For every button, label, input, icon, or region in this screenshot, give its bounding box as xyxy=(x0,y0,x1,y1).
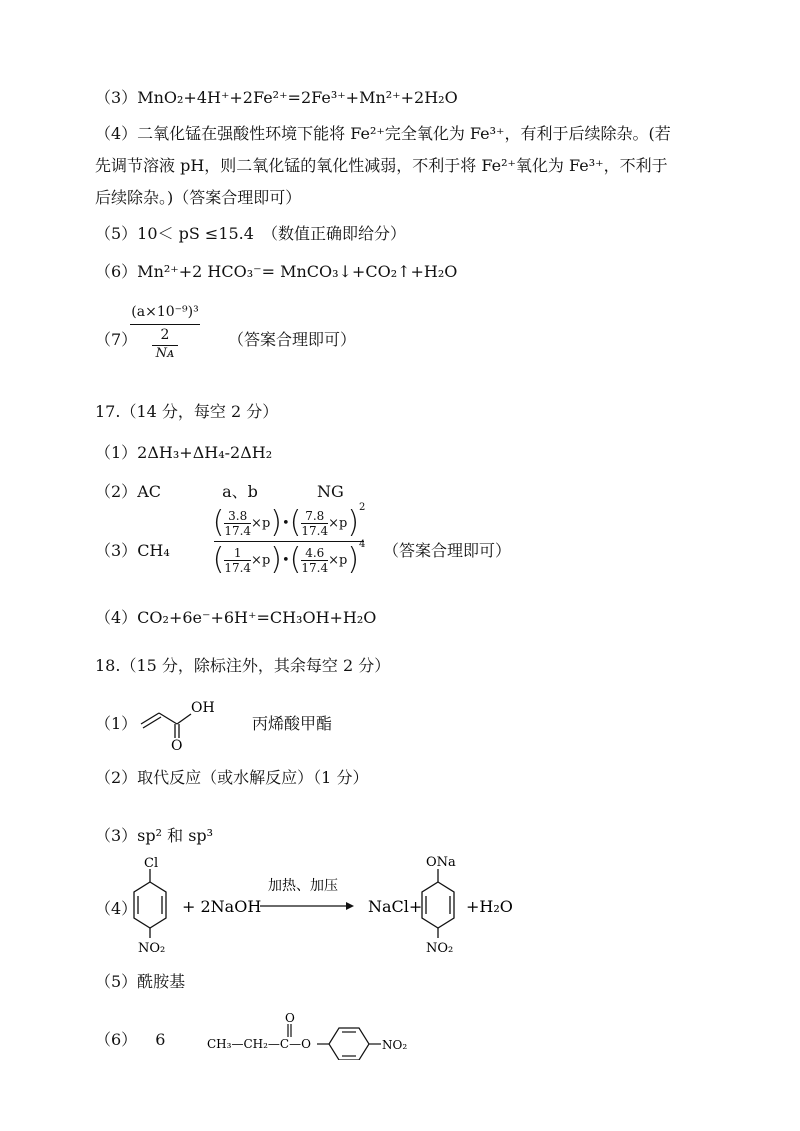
q17-header: 17.（14 分，每空 2 分） xyxy=(95,402,279,421)
reagent-label: + 2NaOH xyxy=(182,897,262,916)
q18-answer-1-label: （1） xyxy=(95,714,138,733)
q17-answer-3-fraction xyxy=(212,502,366,577)
ester-chain-label: CH₃—CH₂—C—O xyxy=(207,1037,311,1051)
benzene-ring-reactant xyxy=(134,869,166,938)
carbonyl-oxygen-label: O xyxy=(285,1011,295,1025)
q16-answer-7-note: （答案合理即可） xyxy=(228,330,357,349)
q18-answer-2: （2）取代反应（或水解反应）（1 分） xyxy=(95,768,369,787)
fraction-denominator: ( $\frac{1}{17.4}$ ×p ) • ( $\frac{4.6}{17.4}$ ×p ) 4 xyxy=(212,539,366,577)
q17-answer-1: （1）2ΔH₃+ΔH₄-2ΔH₂ xyxy=(95,443,273,462)
q17-answer-4: （4）CO₂+6e⁻+6H⁺=CH₃OH+H₂O xyxy=(95,608,377,627)
sodium-phenoxide-label: ONa xyxy=(426,855,456,870)
nitro-label: NO₂ xyxy=(138,941,166,956)
answer-value: a、b xyxy=(222,482,258,501)
answer-label: （3） xyxy=(95,88,138,107)
answer-label: （6） xyxy=(95,1030,138,1049)
mini-den: 17.4 xyxy=(301,523,329,538)
q16-answer-5: （5）10＜ pS ≤15.4 （数值正确即给分） xyxy=(95,224,406,243)
mini-num: 7.8 xyxy=(305,508,325,523)
q18-answer-3: （3）sp² 和 sp³ xyxy=(95,826,214,845)
times-p: ×p xyxy=(251,515,271,531)
water-label: +H₂O xyxy=(466,897,513,916)
answer-value: NG xyxy=(316,482,344,501)
fraction-denominator-bottom: Nᴀ xyxy=(152,345,178,361)
times-p: ×p xyxy=(328,552,348,568)
benzene-ring-ester xyxy=(329,1028,381,1060)
mini-num: 1 xyxy=(233,545,242,560)
q16-answer-3 xyxy=(95,88,458,107)
mini-den: 17.4 xyxy=(224,560,252,575)
mini-num: 3.8 xyxy=(228,508,248,523)
substitution-reaction xyxy=(118,852,538,962)
q18-header: 18.（15 分，除标注外，其余每空 2 分） xyxy=(95,656,391,675)
q16-answer-6: （6）Mn²⁺+2 HCO₃⁻= MnCO₃↓+CO₂↑+H₂O xyxy=(95,262,458,281)
q16-answer-4-line2: 先调节溶液 pH，则二氧化锰的氧化性减弱，不利于将 Fe²⁺氧化为 Fe³⁺，不利于 xyxy=(95,156,668,175)
fraction-denominator-top: 2 xyxy=(130,324,200,343)
isomer-count: 6 xyxy=(155,1030,166,1049)
nitro-label: NO₂ xyxy=(382,1038,408,1052)
arrow-head xyxy=(346,902,354,910)
mini-den: 17.4 xyxy=(301,560,329,575)
times-p: ×p xyxy=(328,515,348,531)
species: CH₄ xyxy=(137,541,170,560)
nitro-label: NO₂ xyxy=(426,941,454,956)
fraction-numerator: ( $\frac{3.8}{17.4}$ ×p ) • ( $\frac{7.8}{17.4}$ ×p ) 2 xyxy=(212,502,366,540)
mini-den: 17.4 xyxy=(224,523,252,538)
ester-structure xyxy=(205,1010,435,1060)
q18-answer-4-label: （4） xyxy=(95,899,138,918)
sodium-chloride-label: NaCl+ xyxy=(368,897,423,916)
q16-answer-7-fraction xyxy=(130,304,200,361)
q17-answer-3-note: （答案合理即可） xyxy=(383,541,512,560)
mini-num: 4.6 xyxy=(305,545,325,560)
times-p: ×p xyxy=(251,552,271,568)
q18-answer-6-label xyxy=(95,1030,165,1049)
q16-answer-4-line1: （4）二氧化锰在强酸性环境下能将 Fe²⁺完全氧化为 Fe³⁺，有利于后续除杂。(若 xyxy=(95,124,671,143)
answer-value: AC xyxy=(137,482,161,501)
q17-answer-3-label xyxy=(95,541,170,560)
q18-answer-1-name: 丙烯酸甲酯 xyxy=(252,714,333,733)
condition-label: 加热、加压 xyxy=(268,878,338,894)
answer-label: （3） xyxy=(95,541,138,560)
q16-answer-4-line3: 后续除杂。)（答案合理即可） xyxy=(95,188,302,207)
q17-answer-2 xyxy=(95,482,344,501)
hydroxyl-label: OH xyxy=(191,700,215,716)
answer-label: （2） xyxy=(95,482,138,501)
benzene-ring-product xyxy=(422,869,454,938)
equation: MnO₂+4H⁺+2Fe²⁺=2Fe³⁺+Mn²⁺+2H₂O xyxy=(137,88,458,107)
fraction-numerator: (a×10⁻⁹)³ xyxy=(131,304,199,320)
acrylic-acid-structure xyxy=(135,692,225,752)
chlorine-label: Cl xyxy=(144,856,159,871)
q16-answer-7-label: （7） xyxy=(95,330,138,349)
q18-answer-5: （5）酰胺基 xyxy=(95,972,186,991)
oxygen-label: O xyxy=(171,738,183,752)
